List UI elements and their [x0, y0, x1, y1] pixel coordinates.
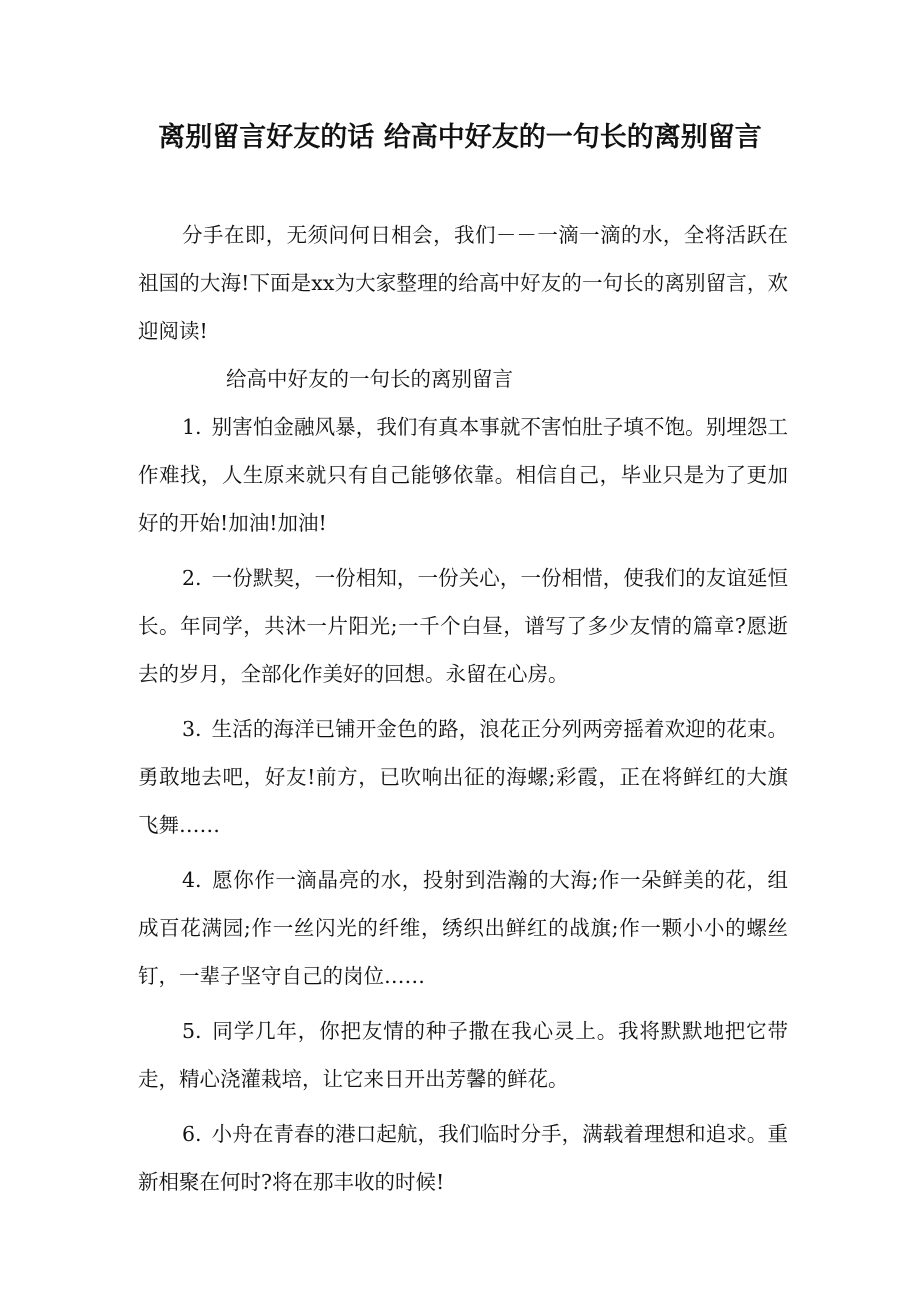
item-number: 3.: [182, 717, 202, 741]
document-title: 离别留言好友的话 给高中好友的一句长的离别留言: [158, 122, 762, 153]
item-number: 2.: [182, 566, 202, 590]
section-heading: 给高中好友的一句长的离别留言: [226, 367, 513, 391]
item-number: 6.: [182, 1122, 202, 1146]
list-item: [138, 1007, 788, 1103]
item-number: 1.: [182, 415, 202, 439]
document-body: [138, 211, 788, 1213]
list-item: [138, 554, 788, 698]
item-text: 一份默契，一份相知，一份关心，一份相惜，使我们的友谊延恒长。年同学，共沐一片阳光;一千个白昼，谱写了多少友情的篇章?愿逝去的岁月，全部化作美好的回想。永留在心房。: [138, 566, 788, 686]
item-text: 生活的海洋已铺开金色的路，浪花正分列两旁摇着欢迎的花束。勇敢地去吧，好友!前方，已吹响出征的海螺;彩霞，正在将鲜红的大旗飞舞……: [138, 717, 788, 837]
list-item: [138, 403, 788, 547]
list-item: [138, 705, 788, 849]
item-text: 同学几年，你把友情的种子撒在我心灵上。我将默默地把它带走，精心浇灌栽培，让它来日开出芳馨的鲜花。: [138, 1019, 788, 1091]
list-item: [138, 856, 788, 1000]
item-text: 别害怕金融风暴，我们有真本事就不害怕肚子填不饱。别埋怨工作难找，人生原来就只有自己能够依靠。相信自己，毕业只是为了更加好的开始!加油!加油!: [138, 415, 788, 535]
item-text: 小舟在青春的港口起航，我们临时分手，满载着理想和追求。重新相聚在何时?将在那丰收的时候!: [138, 1122, 788, 1194]
item-text: 愿你作一滴晶亮的水，投射到浩瀚的大海;作一朵鲜美的花，组成百花满园;作一丝闪光的纤维，绣织出鲜红的战旗;作一颗小小的螺丝钉，一辈子坚守自己的岗位……: [138, 868, 788, 988]
item-number: 5.: [182, 1019, 202, 1043]
list-item: [138, 1110, 788, 1206]
item-number: 4.: [182, 868, 202, 892]
intro-paragraph: 分手在即，无须问何日相会，我们－－一滴一滴的水，全将活跃在祖国的大海!下面是xx为大家整理的给高中好友的一句长的离别留言，欢迎阅读!: [138, 223, 788, 343]
